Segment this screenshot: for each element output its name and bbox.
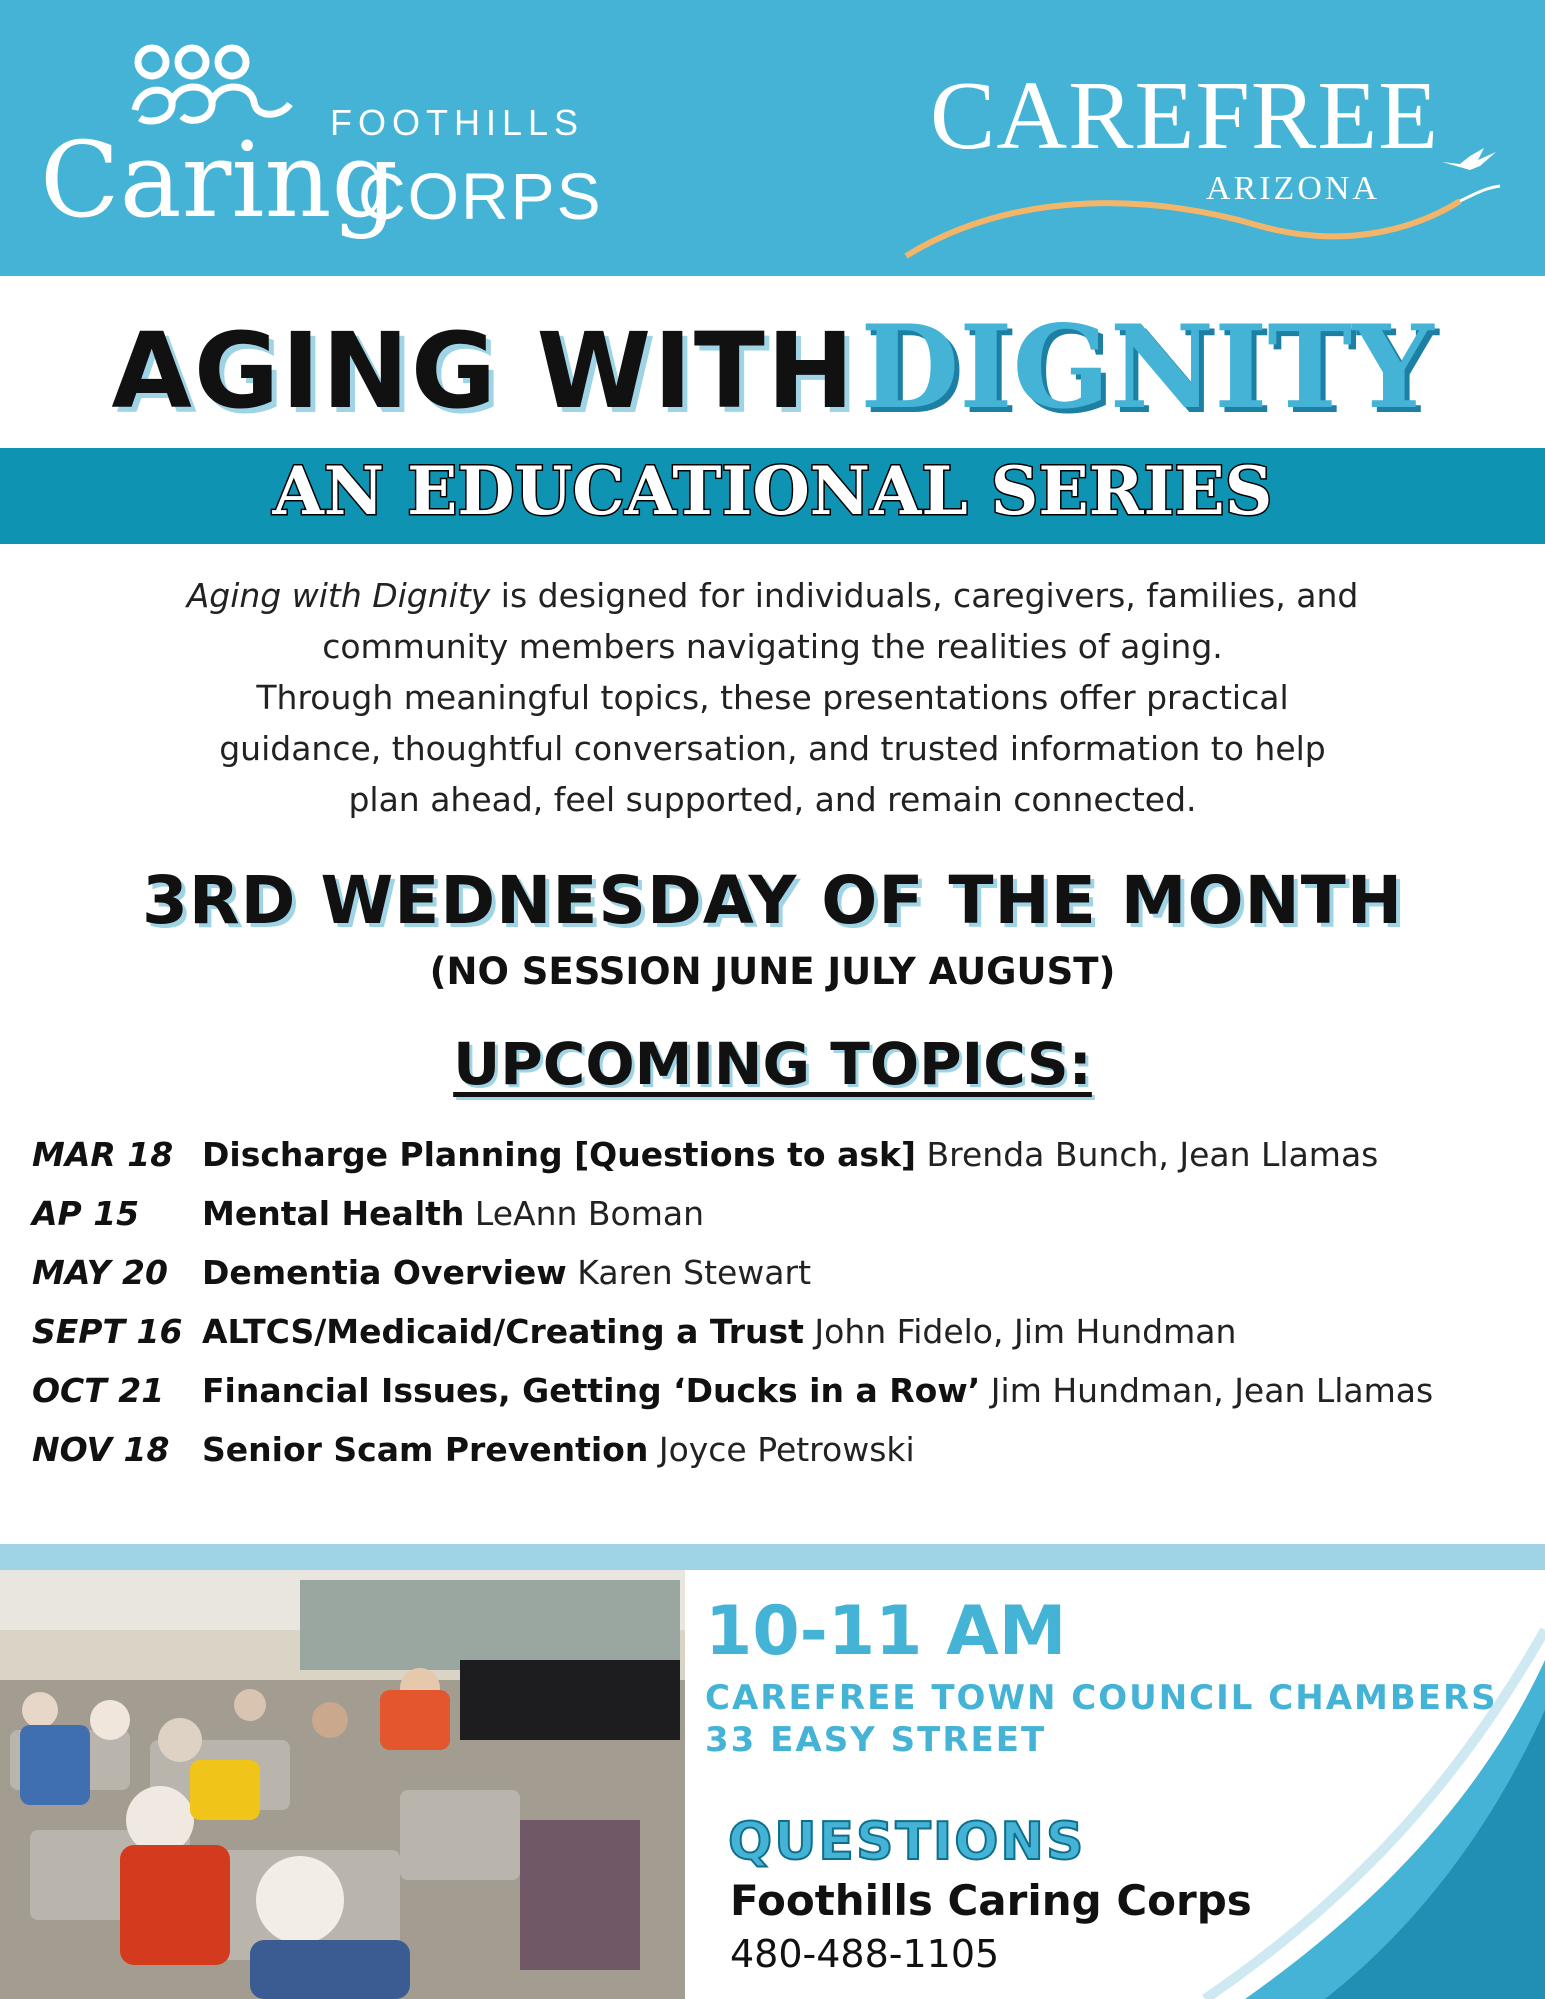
- page-title: [0, 300, 1545, 434]
- intro-paragraph: [70, 570, 1475, 825]
- topic-name: ALTCS/Medicaid/Creating a Trust: [202, 1312, 804, 1351]
- logo-arizona-text: ARIZONA: [1206, 170, 1380, 207]
- subtitle-text: AN EDUCATIONAL SERIES: [272, 452, 1273, 530]
- schedule-note: (NO SESSION JUNE JULY AUGUST): [429, 950, 1116, 993]
- title-dignity: DIGNITY: [860, 300, 1434, 434]
- intro-line2: community members navigating the realities of aging.: [322, 627, 1223, 666]
- schedule-heading: 3RD WEDNESDAY OF THE MONTH: [141, 862, 1404, 939]
- logo-caring-text: Caring: [40, 119, 399, 241]
- contact-phone[interactable]: 480-488-1105: [730, 1932, 1000, 1976]
- carefree-arizona-logo: [900, 50, 1510, 260]
- event-location: CAREFREE TOWN COUNCIL CHAMBERS: [705, 1678, 1498, 1718]
- topic-speakers: Jim Hundman, Jean Llamas: [980, 1371, 1434, 1410]
- intro-line4: guidance, thoughtful conversation, and trusted information to help: [219, 729, 1326, 768]
- topic-name: Financial Issues, Getting ‘Ducks in a Row’: [202, 1371, 981, 1410]
- topic-date: AP 15: [32, 1194, 140, 1233]
- topic-date: OCT 21: [32, 1371, 165, 1410]
- intro-italic: Aging with Dignity: [186, 576, 491, 615]
- logo-corps-text: CORPS: [358, 159, 603, 233]
- header-band: [0, 0, 1545, 276]
- topic-speakers: Joyce Petrowski: [648, 1430, 915, 1469]
- audience-photo-illustration: [0, 1570, 685, 1999]
- footer-divider: [0, 1544, 1545, 1570]
- topic-name: Dementia Overview: [202, 1253, 567, 1292]
- audience-photo: [0, 1570, 685, 1999]
- intro-line1: is designed for individuals, caregivers, families, and: [490, 576, 1359, 615]
- event-address: 33 EASY STREET: [705, 1720, 1047, 1760]
- topic-name: Discharge Planning [Questions to ask]: [202, 1135, 917, 1174]
- topic-date: MAY 20: [32, 1253, 168, 1292]
- topic-speakers: John Fidelo, Jim Hundman: [803, 1312, 1237, 1351]
- topic-speakers: Karen Stewart: [566, 1253, 812, 1292]
- foothills-caring-corps-logo: [40, 40, 700, 260]
- topic-name: Mental Health: [202, 1194, 465, 1233]
- questions-label: QUESTIONS: [728, 1812, 1086, 1872]
- intro-line3: Through meaningful topics, these presentations offer practical: [256, 678, 1289, 717]
- logo-foothills-text: FOOTHILLS: [330, 102, 585, 143]
- topic-speakers: Brenda Bunch, Jean Llamas: [916, 1135, 1379, 1174]
- title-aging-with: AGING WITH: [111, 310, 856, 432]
- topic-date: NOV 18: [32, 1430, 170, 1469]
- logo-carefree-text: CAREFREE: [930, 62, 1439, 170]
- hummingbird-icon: [1440, 142, 1500, 182]
- topic-date: MAR 18: [32, 1135, 174, 1174]
- intro-line5: plan ahead, feel supported, and remain connected.: [348, 780, 1197, 819]
- event-time: 10-11 AM: [705, 1592, 1067, 1671]
- topic-speakers: LeAnn Boman: [464, 1194, 705, 1233]
- contact-organization: Foothills Caring Corps: [730, 1876, 1252, 1925]
- topics-heading: UPCOMING TOPICS:: [453, 1030, 1092, 1098]
- topic-date: SEPT 16: [32, 1312, 183, 1351]
- topic-name: Senior Scam Prevention: [202, 1430, 649, 1469]
